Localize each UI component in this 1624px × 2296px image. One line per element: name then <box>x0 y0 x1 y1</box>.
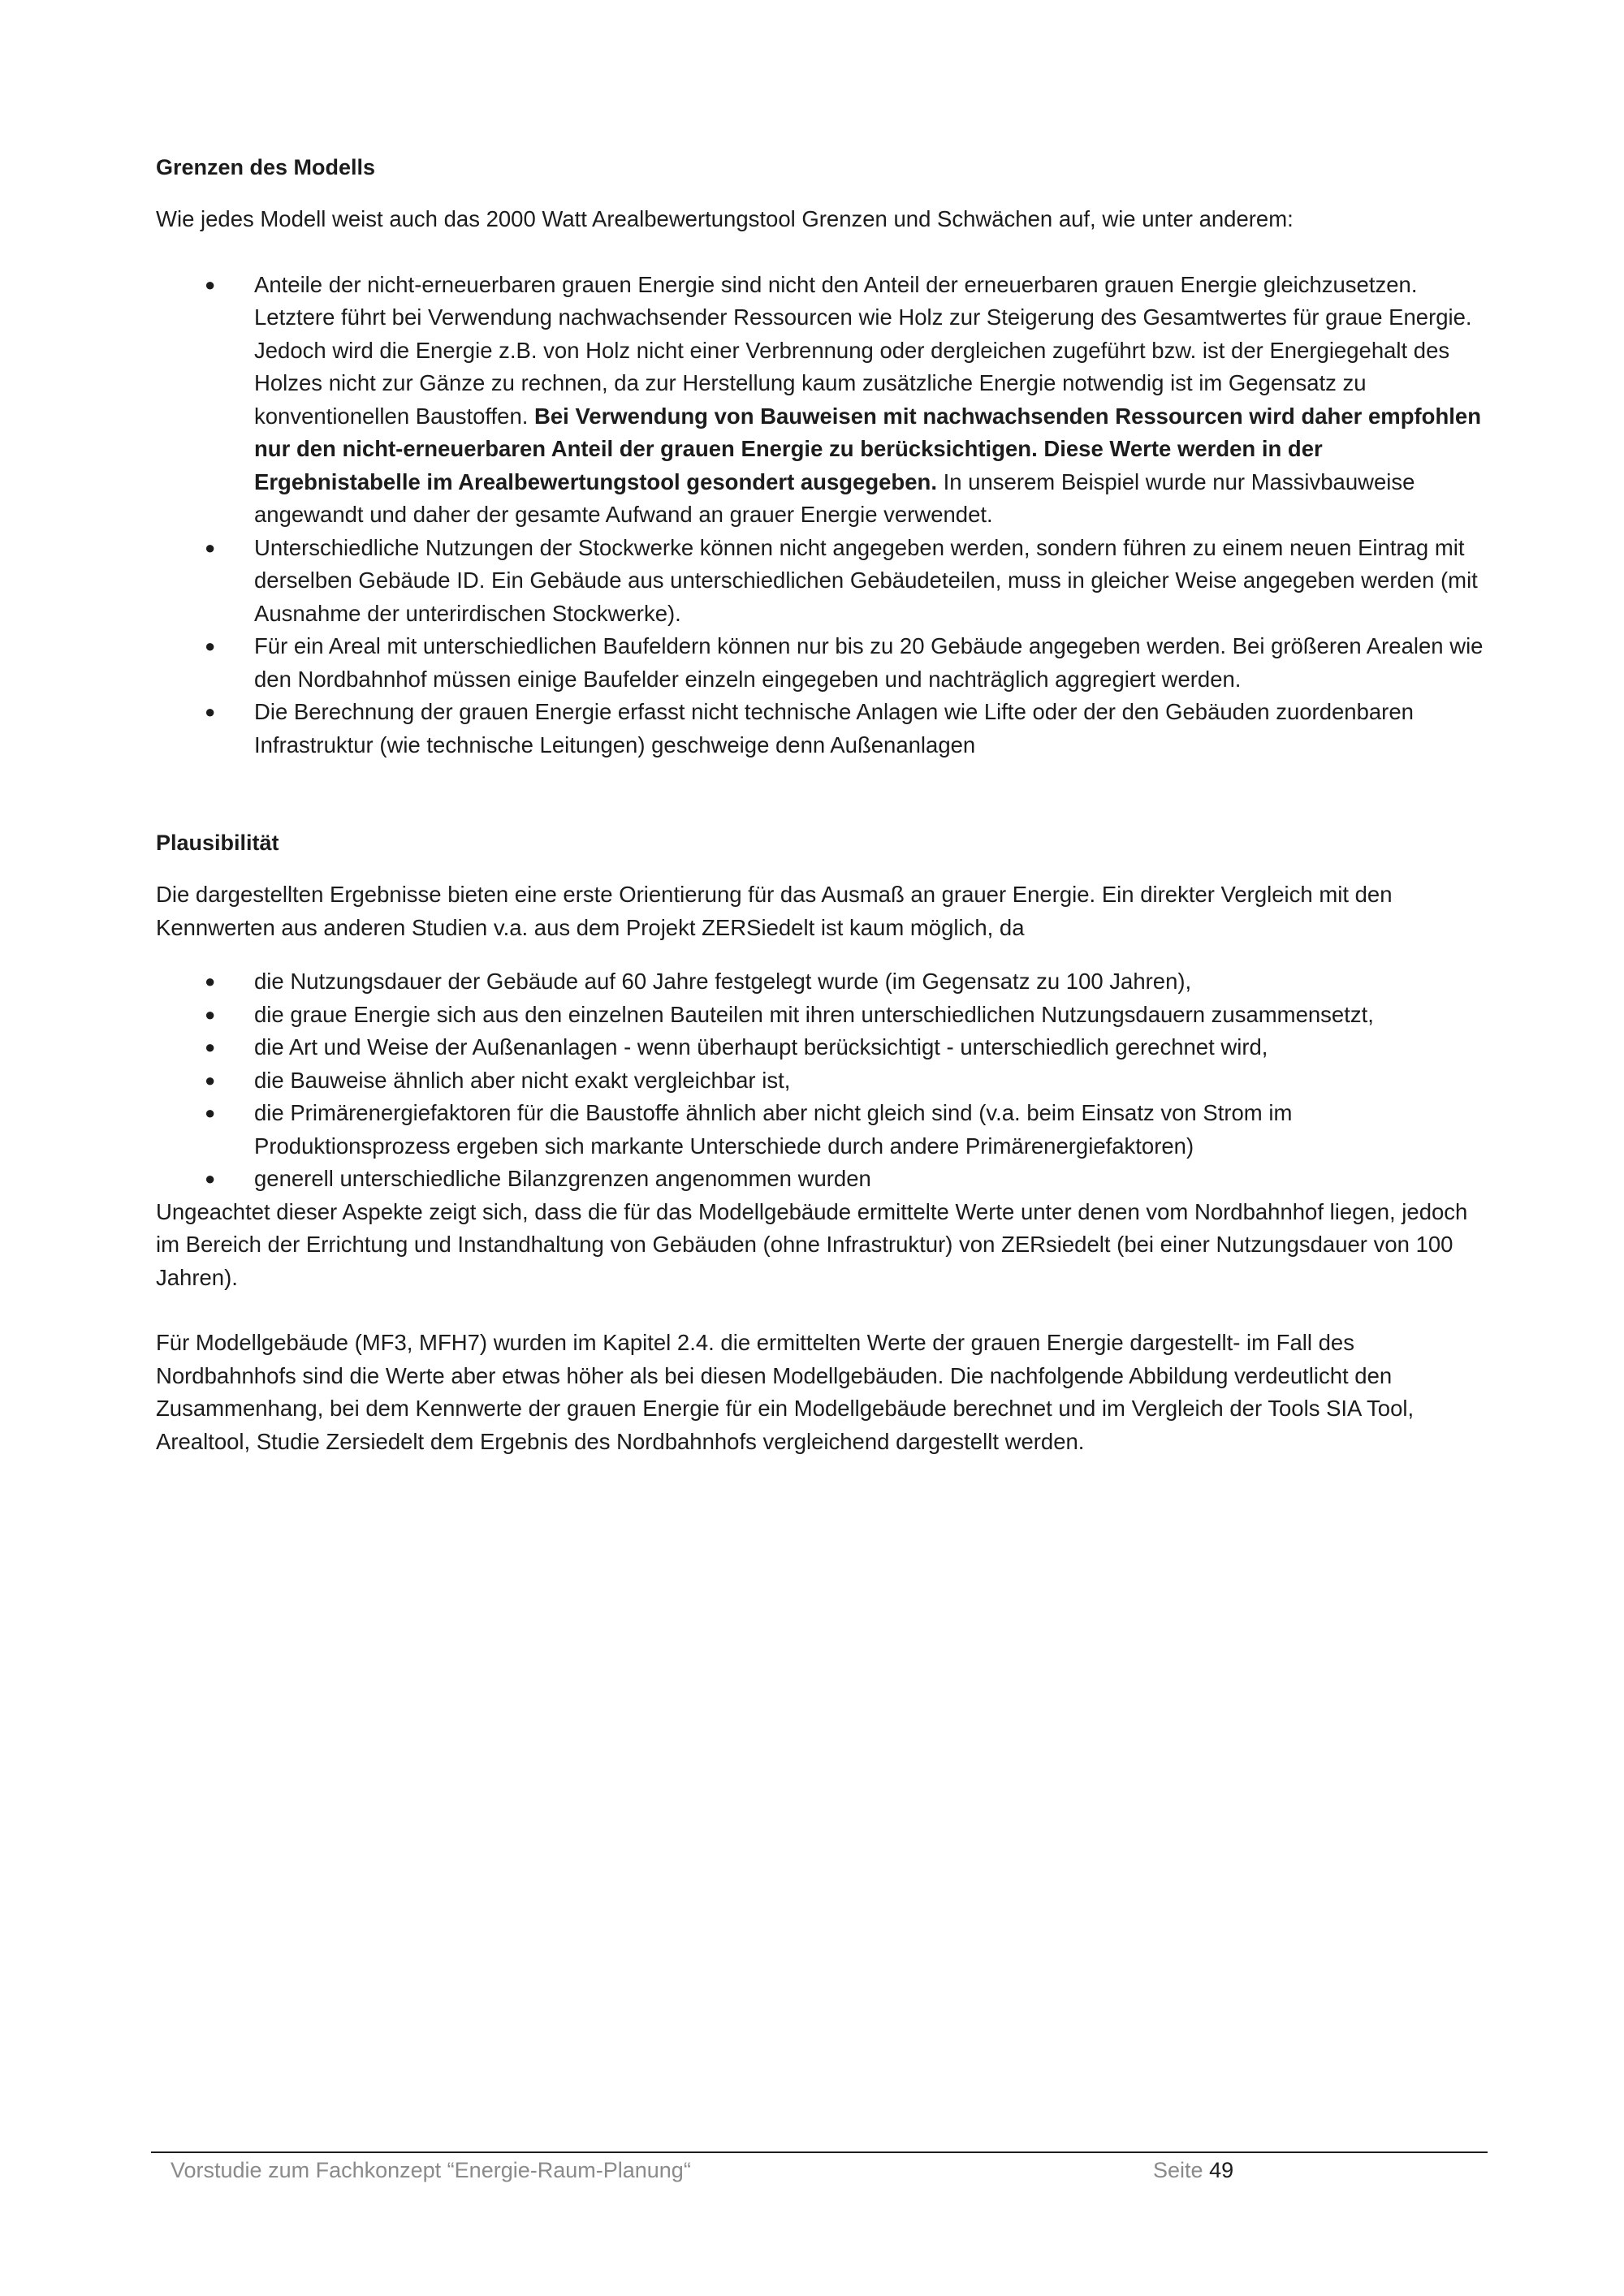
list-item <box>156 1163 1488 1196</box>
list-item <box>156 1097 1488 1163</box>
list-item <box>156 1064 1488 1098</box>
bullet-icon: ● <box>205 1069 216 1090</box>
section-heading-plausibility: Plausibilität <box>156 831 279 855</box>
list-item-text: Unterschiedliche Nutzungen der Stockwerke können nicht angegeben werden, sondern führen zu einem neuen Eintrag mit derselben Gebäude ID. Ein Gebäude aus unterschiedlichen Gebäudeteilen, muss in gleicher Weise angegeben werden (mit Ausnahme der unterirdischen Stockwerke). <box>254 534 1478 626</box>
limits-list <box>156 269 1488 762</box>
list-item-text: In unserem Beispiel wurde nur Massivbauweise angewandt und daher der gesamte Aufwand an grauer Energie verwendet. <box>254 468 1415 527</box>
list-item-text: die Nutzungsdauer der Gebäude auf 60 Jahre festgelegt wurde (im Gegensatz zu 100 Jahren), <box>254 969 1192 994</box>
footer-divider <box>151 2151 1488 2153</box>
bullet-icon: ● <box>205 701 216 722</box>
bullet-icon: ● <box>205 1103 216 1123</box>
list-item-text: die Art und Weise der Außenanlagen - wenn überhaupt berücksichtigt - unterschiedlich gerechnet wird, <box>254 1034 1268 1060</box>
bullet-icon: ● <box>205 274 216 295</box>
bullet-icon: ● <box>205 1168 216 1189</box>
document-page <box>156 151 1488 1458</box>
body-paragraph: Für Modellgebäude (MF3, MFH7) wurden im Kapitel 2.4. die ermittelten Werte der grauen Energie dargestellt- im Fall des Nordbahnhofs sind die Werte aber etwas höher als bei diesen Modellgebäuden. Die nachfolgende Abbildung verdeutlicht den Zusammenhang, bei dem Kennwerte der grauen Energie für ein Modellgebäude berechnet und im Vergleich der Tools SIA Tool, Arealtool, Studie Zersiedelt dem Ergebnis des Nordbahnhofs vergleichend dargestellt werden. <box>156 1330 1415 1454</box>
body-paragraph: Ungeachtet dieser Aspekte zeigt sich, dass die für das Modellgebäude ermittelte Werte unter denen vom Nordbahnhof liegen, jedoch im Bereich der Errichtung und Instandhaltung von Gebäuden (ohne Infrastruktur) von ZERsiedelt (bei einer Nutzungsdauer von 100 Jahren). <box>156 1198 1468 1290</box>
section-model-limits <box>156 151 1488 762</box>
page-label: Seite <box>1153 2158 1203 2182</box>
list-item <box>156 696 1488 762</box>
section-plausibility <box>156 826 1488 1458</box>
list-item-text: die graue Energie sich aus den einzelnen Bauteilen mit ihren unterschiedlichen Nutzungsdauern zusammensetzt, <box>254 1001 1374 1027</box>
intro-paragraph: Die dargestellten Ergebnisse bieten eine erste Orientierung für das Ausmaß an grauer Energie. Ein direkter Vergleich mit den Kennwerten aus anderen Studien v.a. aus dem Projekt ZERSiedelt ist kaum möglich, da <box>156 882 1393 940</box>
page-number: 49 <box>1209 2158 1234 2182</box>
list-item <box>156 999 1488 1032</box>
list-item-text: Für ein Areal mit unterschiedlichen Baufeldern können nur bis zu 20 Gebäude angegeben werden. Bei größeren Arealen wie den Nordbahnhof müssen einige Baufelder einzeln eingegeben und nachträglich aggregiert werden. <box>254 633 1484 692</box>
bullet-icon: ● <box>205 971 216 991</box>
list-item-text: die Primärenergiefaktoren für die Baustoffe ähnlich aber nicht gleich sind (v.a. beim Einsatz von Strom im Produktionsprozess ergeben sich markante Unterschiede durch andere Primärenergiefaktoren) <box>254 1100 1293 1159</box>
bullet-icon: ● <box>205 537 216 558</box>
section-heading-model-limits: Grenzen des Modells <box>156 155 376 179</box>
list-item-text: die Bauweise ähnlich aber nicht exakt vergleichbar ist, <box>254 1067 791 1093</box>
bullet-icon: ● <box>205 1037 216 1057</box>
list-item <box>156 630 1488 696</box>
footer-title: Vorstudie zum Fachkonzept “Energie-Raum-Planung“ <box>171 2158 691 2182</box>
bullet-icon: ● <box>205 1003 216 1025</box>
intro-paragraph: Wie jedes Modell weist auch das 2000 Watt Arealbewertungstool Grenzen und Schwächen auf, wie unter anderem: <box>156 206 1294 231</box>
plausibility-list <box>156 965 1488 1196</box>
list-item-bold-text: Bei Verwendung von Bauweisen mit nachwachsenden Ressourcen wird daher empfohlen nur den nicht-erneuerbaren Anteil der grauen Energie zu berücksichtigen. Diese Werte werden in der Ergebnistabelle im Arealbewertungstool gesondert ausgegeben. <box>254 403 1482 494</box>
list-item <box>156 532 1488 631</box>
list-item-text: Anteile der nicht-erneuerbaren grauen Energie sind nicht den Anteil der erneuerbaren grauen Energie gleichzusetzen. Letztere führt bei Verwendung nachwachsender Ressourcen wie Holz zur Steigerung des Gesamtwertes für graue Energie. Jedoch wird die Energie z.B. von Holz nicht einer Verbrennung oder dergleichen zugeführt bzw. ist der Energiegehalt des Holzes nicht zur Gänze zu rechnen, da zur Herstellung kaum zusätzliche Energie notwendig ist im Gegensatz zu konventionellen Baustoffen. <box>254 271 1472 429</box>
list-item <box>156 965 1488 999</box>
list-item-text: Die Berechnung der grauen Energie erfasst nicht technische Anlagen wie Lifte oder der den Gebäuden zuordenbaren Infrastruktur (wie technische Leitungen) geschweige denn Außenanlagen <box>254 699 1414 757</box>
list-item <box>156 269 1488 532</box>
bullet-icon: ● <box>205 636 216 656</box>
list-item-text: generell unterschiedliche Bilanzgrenzen angenommen wurden <box>254 1166 871 1191</box>
footer-page-number <box>1153 2156 1233 2185</box>
list-item <box>156 1031 1488 1064</box>
